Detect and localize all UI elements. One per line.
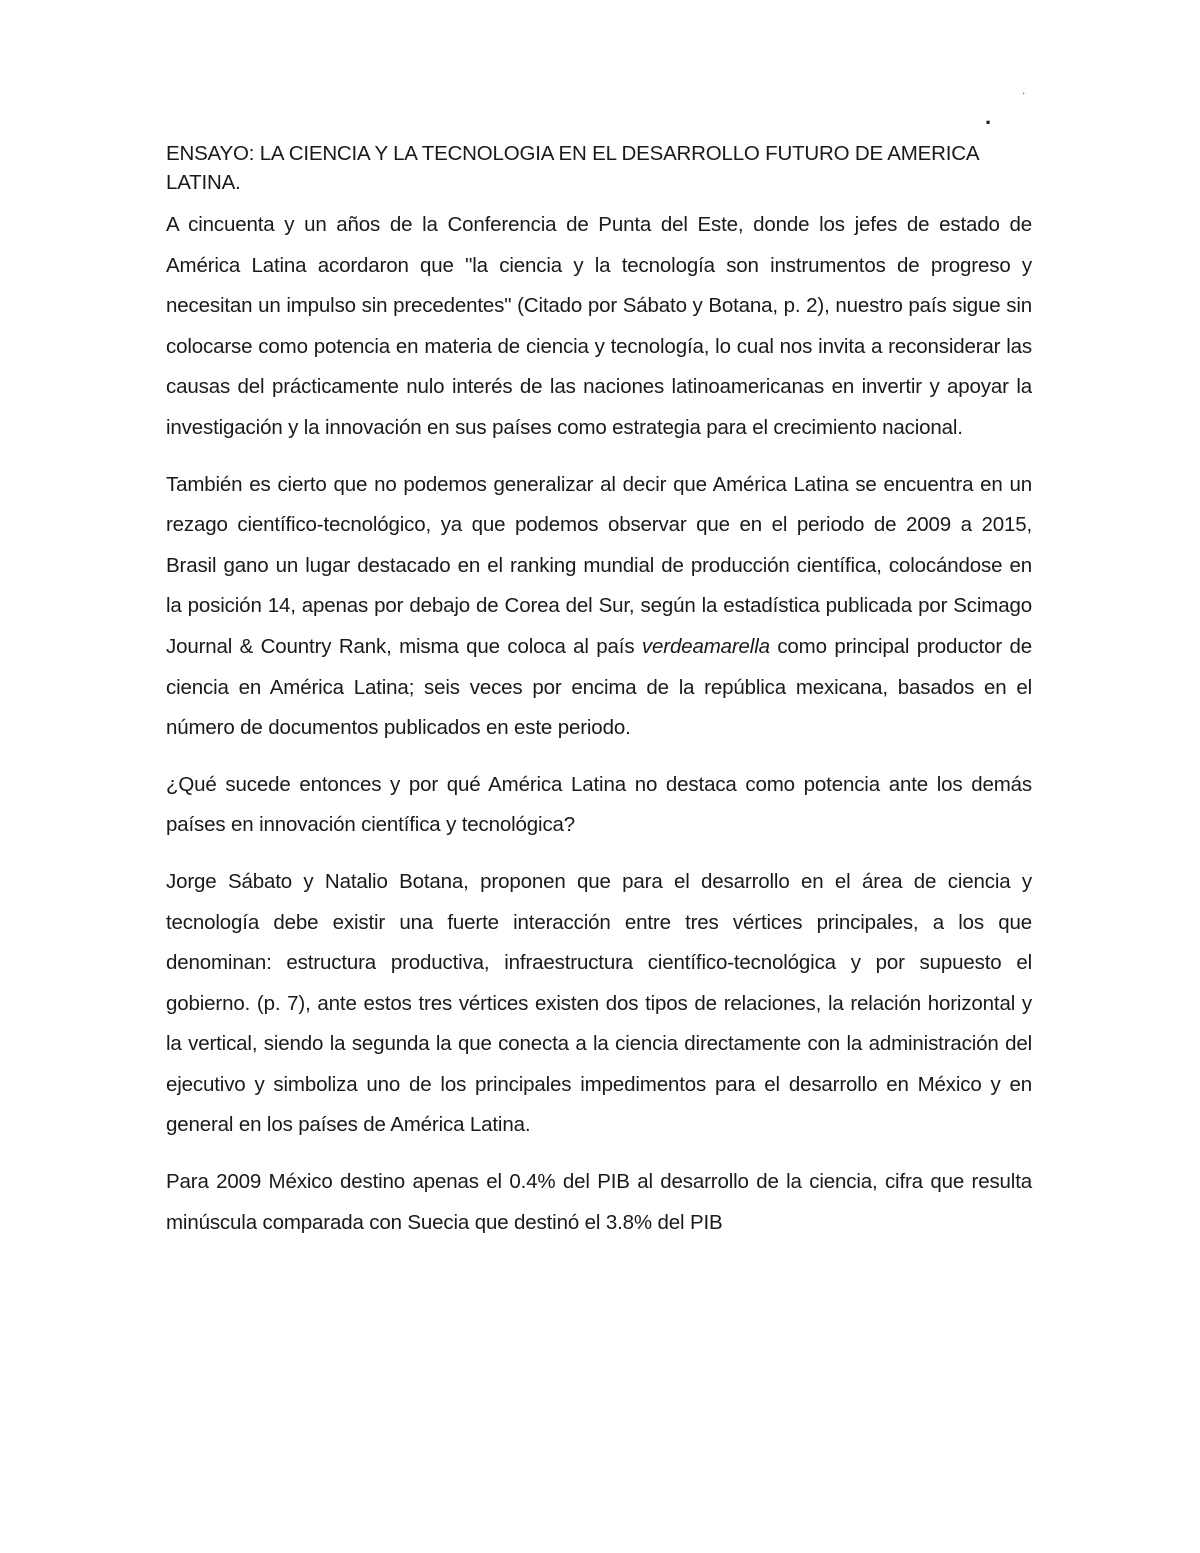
paragraph-2-italic-term: verdeamarella	[641, 634, 770, 658]
paragraph-4: Jorge Sábato y Natalio Botana, proponen que para el desarrollo en el área de ciencia y tecnología debe existir una fuerte interacción entre tres vértices principales, a los que denominan: estructura productiva, infraestructura científico-tecnológica y por supuesto el gobierno. (p. 7), ante estos tres vértices existen dos tipos de relaciones, la relación horizontal y la vertical, siendo la segunda la que conecta a la ciencia directamente con la administración del ejecutivo y simboliza uno de los principales impedimentos para el desarrollo en México y en general en los países de América Latina.	[166, 869, 1032, 1137]
paragraph-3: ¿Qué sucede entonces y por qué América Latina no destaca como potencia ante los demás países en innovación científica y tecnológica?	[166, 772, 1032, 837]
corner-dot-mark: .	[1022, 83, 1026, 97]
paragraph-2-after: como principal productor de ciencia en América Latina; seis veces por encima de la república mexicana, basados en el número de documentos publicados en este periodo.	[166, 634, 1032, 740]
paragraph-1: A cincuenta y un años de la Conferencia de Punta del Este, donde los jefes de estado de América Latina acordaron que "la ciencia y la tecnología son instrumentos de progreso y necesitan un impulso sin precedentes" (Citado por Sábato y Botana, p. 2), nuestro país sigue sin colocarse como potencia en materia de ciencia y tecnología, lo cual nos invita a reconsiderar las causas del prácticamente nulo interés de las naciones latinoamericanas en invertir y apoyar la investigación y la innovación en sus países como estrategia para el crecimiento nacional.	[166, 213, 1032, 439]
paragraph-2-before: También es cierto que no podemos generalizar al decir que América Latina se encuentra en un rezago científico-tecnológico, ya que podemos observar que en el periodo de 2009 a 2015, Brasil gano un lugar destacado en el ranking mundial de producción científica, colocándose en la posición 14, apenas por debajo de Corea del Sur, según la estadística publicada por Scimago Journal & Country Rank, misma que coloca al país	[166, 472, 1032, 658]
document-body	[166, 139, 1032, 1243]
essay-title: ENSAYO: LA CIENCIA Y LA TECNOLOGIA EN EL DESARROLLO FUTURO DE AMERICA LATINA.	[166, 142, 979, 194]
corner-bullet-mark: .	[985, 104, 992, 129]
paragraph-5: Para 2009 México destino apenas el 0.4% del PIB al desarrollo de la ciencia, cifra que resulta minúscula comparada con Suecia que destinó el 3.8% del PIB	[166, 1170, 1032, 1234]
paragraph-2	[166, 465, 1032, 749]
